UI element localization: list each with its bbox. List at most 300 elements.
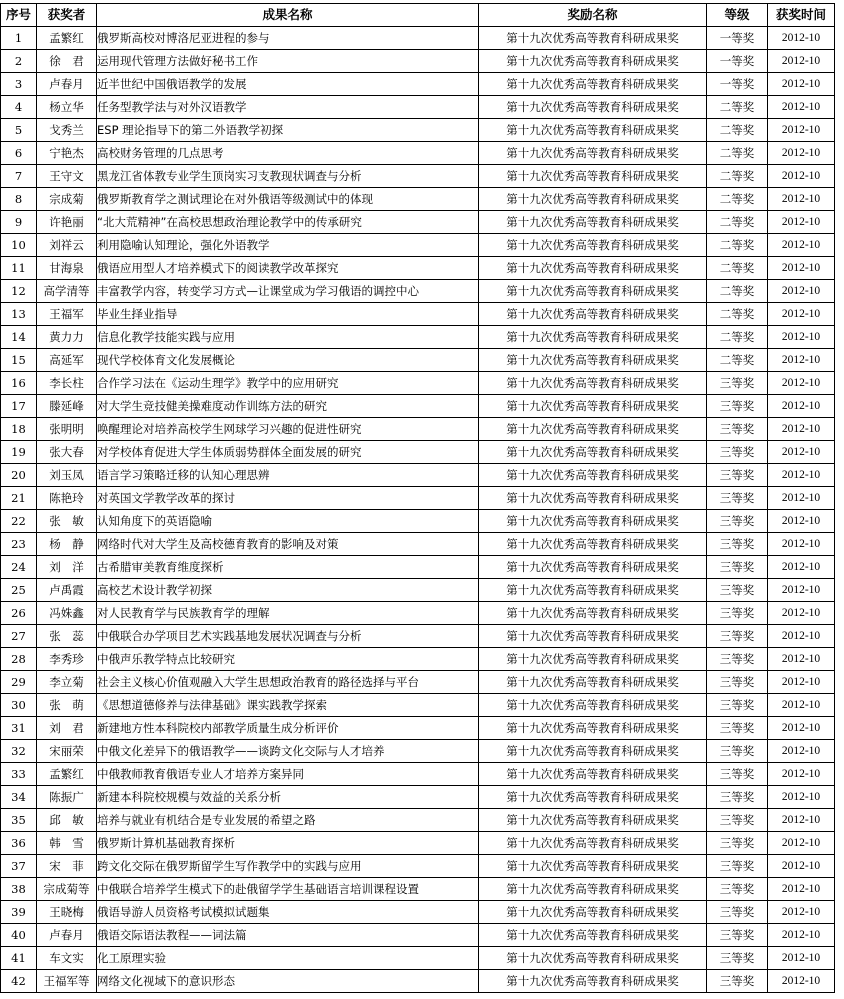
- cell-title: 网络时代对大学生及高校德育教育的影响及对策: [97, 533, 479, 556]
- table-row: [1, 165, 835, 188]
- cell-no: 39: [1, 901, 37, 924]
- cell-date: 2012-10: [768, 349, 835, 372]
- cell-no: 29: [1, 671, 37, 694]
- cell-date: 2012-10: [768, 970, 835, 993]
- cell-level: 二等奖: [707, 96, 768, 119]
- cell-date: 2012-10: [768, 740, 835, 763]
- cell-no: 6: [1, 142, 37, 165]
- cell-name: 高延军: [37, 349, 97, 372]
- cell-level: 二等奖: [707, 188, 768, 211]
- cell-level: 三等奖: [707, 395, 768, 418]
- cell-date: 2012-10: [768, 832, 835, 855]
- cell-level: 三等奖: [707, 372, 768, 395]
- cell-title: 任务型教学法与对外汉语教学: [97, 96, 479, 119]
- cell-title: 运用现代管理方法做好秘书工作: [97, 50, 479, 73]
- table-row: [1, 188, 835, 211]
- cell-award: 第十九次优秀高等教育科研成果奖: [479, 119, 707, 142]
- cell-award: 第十九次优秀高等教育科研成果奖: [479, 648, 707, 671]
- cell-award: 第十九次优秀高等教育科研成果奖: [479, 303, 707, 326]
- cell-award: 第十九次优秀高等教育科研成果奖: [479, 510, 707, 533]
- cell-level: 一等奖: [707, 27, 768, 50]
- table-row: [1, 487, 835, 510]
- cell-date: 2012-10: [768, 142, 835, 165]
- cell-award: 第十九次优秀高等教育科研成果奖: [479, 464, 707, 487]
- cell-award: 第十九次优秀高等教育科研成果奖: [479, 395, 707, 418]
- cell-name: 李立菊: [37, 671, 97, 694]
- header-name: 获奖者: [37, 4, 97, 27]
- cell-name: 刘 君: [37, 717, 97, 740]
- cell-award: 第十九次优秀高等教育科研成果奖: [479, 556, 707, 579]
- cell-no: 15: [1, 349, 37, 372]
- cell-no: 23: [1, 533, 37, 556]
- cell-name: 高学清等: [37, 280, 97, 303]
- cell-no: 40: [1, 924, 37, 947]
- cell-name: 卢春月: [37, 73, 97, 96]
- cell-level: 三等奖: [707, 809, 768, 832]
- table-row: [1, 119, 835, 142]
- table-row: [1, 27, 835, 50]
- cell-name: 刘 洋: [37, 556, 97, 579]
- cell-no: 30: [1, 694, 37, 717]
- cell-name: 卢禹霞: [37, 579, 97, 602]
- header-award: 奖励名称: [479, 4, 707, 27]
- cell-name: 李长柱: [37, 372, 97, 395]
- cell-level: 三等奖: [707, 878, 768, 901]
- cell-no: 36: [1, 832, 37, 855]
- cell-award: 第十九次优秀高等教育科研成果奖: [479, 809, 707, 832]
- cell-name: 滕延峰: [37, 395, 97, 418]
- cell-title: 网络文化视域下的意识形态: [97, 970, 479, 993]
- cell-award: 第十九次优秀高等教育科研成果奖: [479, 142, 707, 165]
- table-row: [1, 878, 835, 901]
- cell-title: 黑龙江省体教专业学生顶岗实习支教现状调查与分析: [97, 165, 479, 188]
- table-row: [1, 441, 835, 464]
- cell-title: “北大荒精神”在高校思想政治理论教学中的传承研究: [97, 211, 479, 234]
- cell-no: 35: [1, 809, 37, 832]
- cell-award: 第十九次优秀高等教育科研成果奖: [479, 924, 707, 947]
- cell-date: 2012-10: [768, 165, 835, 188]
- table-row: [1, 234, 835, 257]
- cell-name: 卢春月: [37, 924, 97, 947]
- cell-name: 张大春: [37, 441, 97, 464]
- cell-award: 第十九次优秀高等教育科研成果奖: [479, 349, 707, 372]
- cell-date: 2012-10: [768, 211, 835, 234]
- cell-level: 三等奖: [707, 671, 768, 694]
- cell-level: 一等奖: [707, 50, 768, 73]
- table-row: [1, 694, 835, 717]
- cell-level: 三等奖: [707, 602, 768, 625]
- cell-name: 许艳丽: [37, 211, 97, 234]
- cell-title: 高校财务管理的几点思考: [97, 142, 479, 165]
- table-row: [1, 510, 835, 533]
- cell-level: 二等奖: [707, 257, 768, 280]
- cell-award: 第十九次优秀高等教育科研成果奖: [479, 694, 707, 717]
- cell-level: 三等奖: [707, 947, 768, 970]
- cell-award: 第十九次优秀高等教育科研成果奖: [479, 947, 707, 970]
- cell-name: 冯姝鑫: [37, 602, 97, 625]
- cell-award: 第十九次优秀高等教育科研成果奖: [479, 165, 707, 188]
- cell-name: 张 萌: [37, 694, 97, 717]
- cell-level: 二等奖: [707, 349, 768, 372]
- table-row: [1, 763, 835, 786]
- table-row: [1, 809, 835, 832]
- cell-level: 三等奖: [707, 786, 768, 809]
- cell-date: 2012-10: [768, 579, 835, 602]
- cell-date: 2012-10: [768, 257, 835, 280]
- cell-level: 一等奖: [707, 73, 768, 96]
- cell-award: 第十九次优秀高等教育科研成果奖: [479, 533, 707, 556]
- cell-name: 甘海泉: [37, 257, 97, 280]
- cell-level: 三等奖: [707, 464, 768, 487]
- cell-award: 第十九次优秀高等教育科研成果奖: [479, 27, 707, 50]
- table-row: [1, 970, 835, 993]
- cell-level: 二等奖: [707, 280, 768, 303]
- cell-name: 宋丽荣: [37, 740, 97, 763]
- table-row: [1, 625, 835, 648]
- cell-title: 对大学生竞技健美操难度动作训练方法的研究: [97, 395, 479, 418]
- cell-title: 丰富教学内容，转变学习方式—让课堂成为学习俄语的调控中心: [97, 280, 479, 303]
- cell-award: 第十九次优秀高等教育科研成果奖: [479, 970, 707, 993]
- table-row: [1, 73, 835, 96]
- cell-name: 孟繁红: [37, 27, 97, 50]
- cell-date: 2012-10: [768, 602, 835, 625]
- cell-level: 三等奖: [707, 625, 768, 648]
- table-row: [1, 740, 835, 763]
- cell-title: 信息化教学技能实践与应用: [97, 326, 479, 349]
- cell-name: 韩 雪: [37, 832, 97, 855]
- header-level: 等级: [707, 4, 768, 27]
- cell-award: 第十九次优秀高等教育科研成果奖: [479, 487, 707, 510]
- table-row: [1, 901, 835, 924]
- table-body: [1, 27, 835, 993]
- cell-no: 9: [1, 211, 37, 234]
- cell-level: 二等奖: [707, 234, 768, 257]
- cell-date: 2012-10: [768, 188, 835, 211]
- cell-title: 利用隐喻认知理论，强化外语教学: [97, 234, 479, 257]
- cell-no: 10: [1, 234, 37, 257]
- cell-title: 对英国文学教学改革的探讨: [97, 487, 479, 510]
- cell-award: 第十九次优秀高等教育科研成果奖: [479, 901, 707, 924]
- cell-award: 第十九次优秀高等教育科研成果奖: [479, 441, 707, 464]
- cell-date: 2012-10: [768, 556, 835, 579]
- cell-level: 三等奖: [707, 970, 768, 993]
- cell-level: 三等奖: [707, 901, 768, 924]
- cell-level: 三等奖: [707, 533, 768, 556]
- cell-no: 19: [1, 441, 37, 464]
- cell-no: 4: [1, 96, 37, 119]
- cell-level: 三等奖: [707, 556, 768, 579]
- cell-date: 2012-10: [768, 73, 835, 96]
- cell-name: 杨 静: [37, 533, 97, 556]
- cell-name: 张明明: [37, 418, 97, 441]
- cell-award: 第十九次优秀高等教育科研成果奖: [479, 717, 707, 740]
- cell-title: 合作学习法在《运动生理学》教学中的应用研究: [97, 372, 479, 395]
- table-row: [1, 257, 835, 280]
- cell-name: 张 敏: [37, 510, 97, 533]
- cell-title: 古希腊审美教育维度探析: [97, 556, 479, 579]
- cell-date: 2012-10: [768, 947, 835, 970]
- cell-name: 刘玉凤: [37, 464, 97, 487]
- cell-no: 1: [1, 27, 37, 50]
- cell-name: 宗成菊等: [37, 878, 97, 901]
- cell-date: 2012-10: [768, 418, 835, 441]
- cell-no: 31: [1, 717, 37, 740]
- cell-no: 25: [1, 579, 37, 602]
- cell-award: 第十九次优秀高等教育科研成果奖: [479, 50, 707, 73]
- cell-title: 中俄联合办学项目艺术实践基地发展状况调查与分析: [97, 625, 479, 648]
- cell-award: 第十九次优秀高等教育科研成果奖: [479, 579, 707, 602]
- cell-name: 陈艳玲: [37, 487, 97, 510]
- cell-date: 2012-10: [768, 786, 835, 809]
- cell-name: 杨立华: [37, 96, 97, 119]
- cell-date: 2012-10: [768, 694, 835, 717]
- cell-no: 33: [1, 763, 37, 786]
- cell-award: 第十九次优秀高等教育科研成果奖: [479, 740, 707, 763]
- cell-no: 16: [1, 372, 37, 395]
- cell-title: 毕业生择业指导: [97, 303, 479, 326]
- cell-level: 三等奖: [707, 740, 768, 763]
- cell-no: 11: [1, 257, 37, 280]
- cell-title: 认知角度下的英语隐喻: [97, 510, 479, 533]
- cell-no: 14: [1, 326, 37, 349]
- cell-level: 二等奖: [707, 303, 768, 326]
- cell-date: 2012-10: [768, 441, 835, 464]
- cell-level: 三等奖: [707, 441, 768, 464]
- table-row: [1, 372, 835, 395]
- table-row: [1, 211, 835, 234]
- table-row: [1, 556, 835, 579]
- cell-title: 俄语导游人员资格考试模拟试题集: [97, 901, 479, 924]
- cell-award: 第十九次优秀高等教育科研成果奖: [479, 211, 707, 234]
- cell-award: 第十九次优秀高等教育科研成果奖: [479, 832, 707, 855]
- cell-date: 2012-10: [768, 671, 835, 694]
- cell-level: 三等奖: [707, 924, 768, 947]
- cell-no: 7: [1, 165, 37, 188]
- cell-award: 第十九次优秀高等教育科研成果奖: [479, 878, 707, 901]
- cell-level: 三等奖: [707, 763, 768, 786]
- cell-name: 戈秀兰: [37, 119, 97, 142]
- cell-level: 三等奖: [707, 487, 768, 510]
- cell-name: 王晓梅: [37, 901, 97, 924]
- cell-level: 二等奖: [707, 211, 768, 234]
- cell-no: 18: [1, 418, 37, 441]
- cell-title: 社会主义核心价值观融入大学生思想政治教育的路径选择与平台: [97, 671, 479, 694]
- cell-no: 5: [1, 119, 37, 142]
- table-row: [1, 280, 835, 303]
- cell-name: 刘祥云: [37, 234, 97, 257]
- cell-no: 3: [1, 73, 37, 96]
- cell-level: 三等奖: [707, 579, 768, 602]
- cell-no: 32: [1, 740, 37, 763]
- cell-date: 2012-10: [768, 326, 835, 349]
- cell-date: 2012-10: [768, 464, 835, 487]
- cell-date: 2012-10: [768, 372, 835, 395]
- cell-title: 语言学习策略迁移的认知心理思辨: [97, 464, 479, 487]
- cell-award: 第十九次优秀高等教育科研成果奖: [479, 602, 707, 625]
- cell-title: 化工原理实验: [97, 947, 479, 970]
- cell-title: 唤醒理论对培养高校学生网球学习兴趣的促进性研究: [97, 418, 479, 441]
- cell-title: 跨文化交际在俄罗斯留学生写作教学中的实践与应用: [97, 855, 479, 878]
- cell-date: 2012-10: [768, 901, 835, 924]
- table-row: [1, 947, 835, 970]
- cell-award: 第十九次优秀高等教育科研成果奖: [479, 372, 707, 395]
- cell-no: 38: [1, 878, 37, 901]
- cell-no: 17: [1, 395, 37, 418]
- cell-title: 《思想道德修养与法律基础》课实践教学探索: [97, 694, 479, 717]
- cell-award: 第十九次优秀高等教育科研成果奖: [479, 96, 707, 119]
- cell-no: 13: [1, 303, 37, 326]
- cell-no: 24: [1, 556, 37, 579]
- table-row: [1, 533, 835, 556]
- cell-no: 8: [1, 188, 37, 211]
- cell-name: 徐 君: [37, 50, 97, 73]
- cell-title: 新建地方性本科院校内部教学质量生成分析评价: [97, 717, 479, 740]
- cell-name: 宁艳杰: [37, 142, 97, 165]
- table-row: [1, 579, 835, 602]
- cell-title: 俄语交际语法教程——词法篇: [97, 924, 479, 947]
- cell-name: 王福军: [37, 303, 97, 326]
- table-row: [1, 924, 835, 947]
- cell-title: 中俄声乐教学特点比较研究: [97, 648, 479, 671]
- cell-no: 41: [1, 947, 37, 970]
- cell-level: 三等奖: [707, 855, 768, 878]
- cell-title: 俄罗斯教育学之测试理论在对外俄语等级测试中的体现: [97, 188, 479, 211]
- cell-date: 2012-10: [768, 924, 835, 947]
- cell-title: 对学校体育促进大学生体质弱势群体全面发展的研究: [97, 441, 479, 464]
- cell-title: 俄罗斯计算机基础教育探析: [97, 832, 479, 855]
- cell-award: 第十九次优秀高等教育科研成果奖: [479, 763, 707, 786]
- cell-no: 34: [1, 786, 37, 809]
- cell-award: 第十九次优秀高等教育科研成果奖: [479, 326, 707, 349]
- cell-title: 中俄教师教育俄语专业人才培养方案异同: [97, 763, 479, 786]
- cell-no: 2: [1, 50, 37, 73]
- cell-name: 王守文: [37, 165, 97, 188]
- cell-level: 三等奖: [707, 832, 768, 855]
- cell-title: 对人民教育学与民族教育学的理解: [97, 602, 479, 625]
- cell-name: 黄力力: [37, 326, 97, 349]
- cell-date: 2012-10: [768, 487, 835, 510]
- table-row: [1, 96, 835, 119]
- cell-title: 新建本科院校规模与效益的关系分析: [97, 786, 479, 809]
- table-row: [1, 303, 835, 326]
- table-row: [1, 142, 835, 165]
- cell-date: 2012-10: [768, 303, 835, 326]
- cell-level: 二等奖: [707, 326, 768, 349]
- cell-title: 培养与就业有机结合是专业发展的希望之路: [97, 809, 479, 832]
- cell-award: 第十九次优秀高等教育科研成果奖: [479, 73, 707, 96]
- cell-level: 三等奖: [707, 418, 768, 441]
- cell-name: 孟繁红: [37, 763, 97, 786]
- table-row: [1, 464, 835, 487]
- awards-table: [0, 3, 835, 993]
- cell-no: 42: [1, 970, 37, 993]
- cell-title: 高校艺术设计教学初探: [97, 579, 479, 602]
- cell-date: 2012-10: [768, 878, 835, 901]
- cell-date: 2012-10: [768, 119, 835, 142]
- cell-date: 2012-10: [768, 50, 835, 73]
- cell-date: 2012-10: [768, 763, 835, 786]
- cell-name: 宋 菲: [37, 855, 97, 878]
- table-row: [1, 418, 835, 441]
- cell-level: 三等奖: [707, 648, 768, 671]
- cell-level: 三等奖: [707, 510, 768, 533]
- cell-date: 2012-10: [768, 648, 835, 671]
- cell-no: 20: [1, 464, 37, 487]
- table-row: [1, 50, 835, 73]
- cell-award: 第十九次优秀高等教育科研成果奖: [479, 786, 707, 809]
- cell-no: 22: [1, 510, 37, 533]
- header-title: 成果名称: [97, 4, 479, 27]
- table-row: [1, 326, 835, 349]
- table-row: [1, 395, 835, 418]
- cell-level: 三等奖: [707, 694, 768, 717]
- header-row: [1, 4, 835, 27]
- cell-award: 第十九次优秀高等教育科研成果奖: [479, 625, 707, 648]
- cell-title: 现代学校体育文化发展概论: [97, 349, 479, 372]
- cell-name: 陈振广: [37, 786, 97, 809]
- cell-date: 2012-10: [768, 625, 835, 648]
- cell-award: 第十九次优秀高等教育科研成果奖: [479, 257, 707, 280]
- cell-no: 37: [1, 855, 37, 878]
- cell-date: 2012-10: [768, 855, 835, 878]
- cell-award: 第十九次优秀高等教育科研成果奖: [479, 671, 707, 694]
- cell-level: 二等奖: [707, 142, 768, 165]
- cell-title: 中俄文化差异下的俄语教学——谈跨文化交际与人才培养: [97, 740, 479, 763]
- cell-award: 第十九次优秀高等教育科研成果奖: [479, 418, 707, 441]
- cell-no: 28: [1, 648, 37, 671]
- cell-award: 第十九次优秀高等教育科研成果奖: [479, 234, 707, 257]
- table-row: [1, 648, 835, 671]
- cell-level: 二等奖: [707, 165, 768, 188]
- cell-date: 2012-10: [768, 510, 835, 533]
- cell-name: 邱 敏: [37, 809, 97, 832]
- table-row: [1, 671, 835, 694]
- header-date: 获奖时间: [768, 4, 835, 27]
- cell-no: 12: [1, 280, 37, 303]
- cell-name: 宗成菊: [37, 188, 97, 211]
- table-row: [1, 717, 835, 740]
- cell-date: 2012-10: [768, 395, 835, 418]
- cell-level: 二等奖: [707, 119, 768, 142]
- table-row: [1, 602, 835, 625]
- cell-award: 第十九次优秀高等教育科研成果奖: [479, 855, 707, 878]
- table-row: [1, 832, 835, 855]
- cell-date: 2012-10: [768, 280, 835, 303]
- cell-date: 2012-10: [768, 809, 835, 832]
- cell-date: 2012-10: [768, 27, 835, 50]
- cell-date: 2012-10: [768, 96, 835, 119]
- cell-name: 车文实: [37, 947, 97, 970]
- cell-title: ESP 理论指导下的第二外语教学初探: [97, 119, 479, 142]
- cell-name: 张 蕊: [37, 625, 97, 648]
- table-row: [1, 786, 835, 809]
- cell-title: 俄语应用型人才培养模式下的阅读教学改革探究: [97, 257, 479, 280]
- cell-name: 王福军等: [37, 970, 97, 993]
- cell-date: 2012-10: [768, 234, 835, 257]
- cell-title: 近半世纪中国俄语教学的发展: [97, 73, 479, 96]
- cell-no: 27: [1, 625, 37, 648]
- cell-award: 第十九次优秀高等教育科研成果奖: [479, 280, 707, 303]
- cell-no: 26: [1, 602, 37, 625]
- header-no: 序号: [1, 4, 37, 27]
- cell-level: 三等奖: [707, 717, 768, 740]
- table-row: [1, 855, 835, 878]
- table-row: [1, 349, 835, 372]
- cell-name: 李秀珍: [37, 648, 97, 671]
- cell-award: 第十九次优秀高等教育科研成果奖: [479, 188, 707, 211]
- cell-title: 俄罗斯高校对博洛尼亚进程的参与: [97, 27, 479, 50]
- cell-date: 2012-10: [768, 533, 835, 556]
